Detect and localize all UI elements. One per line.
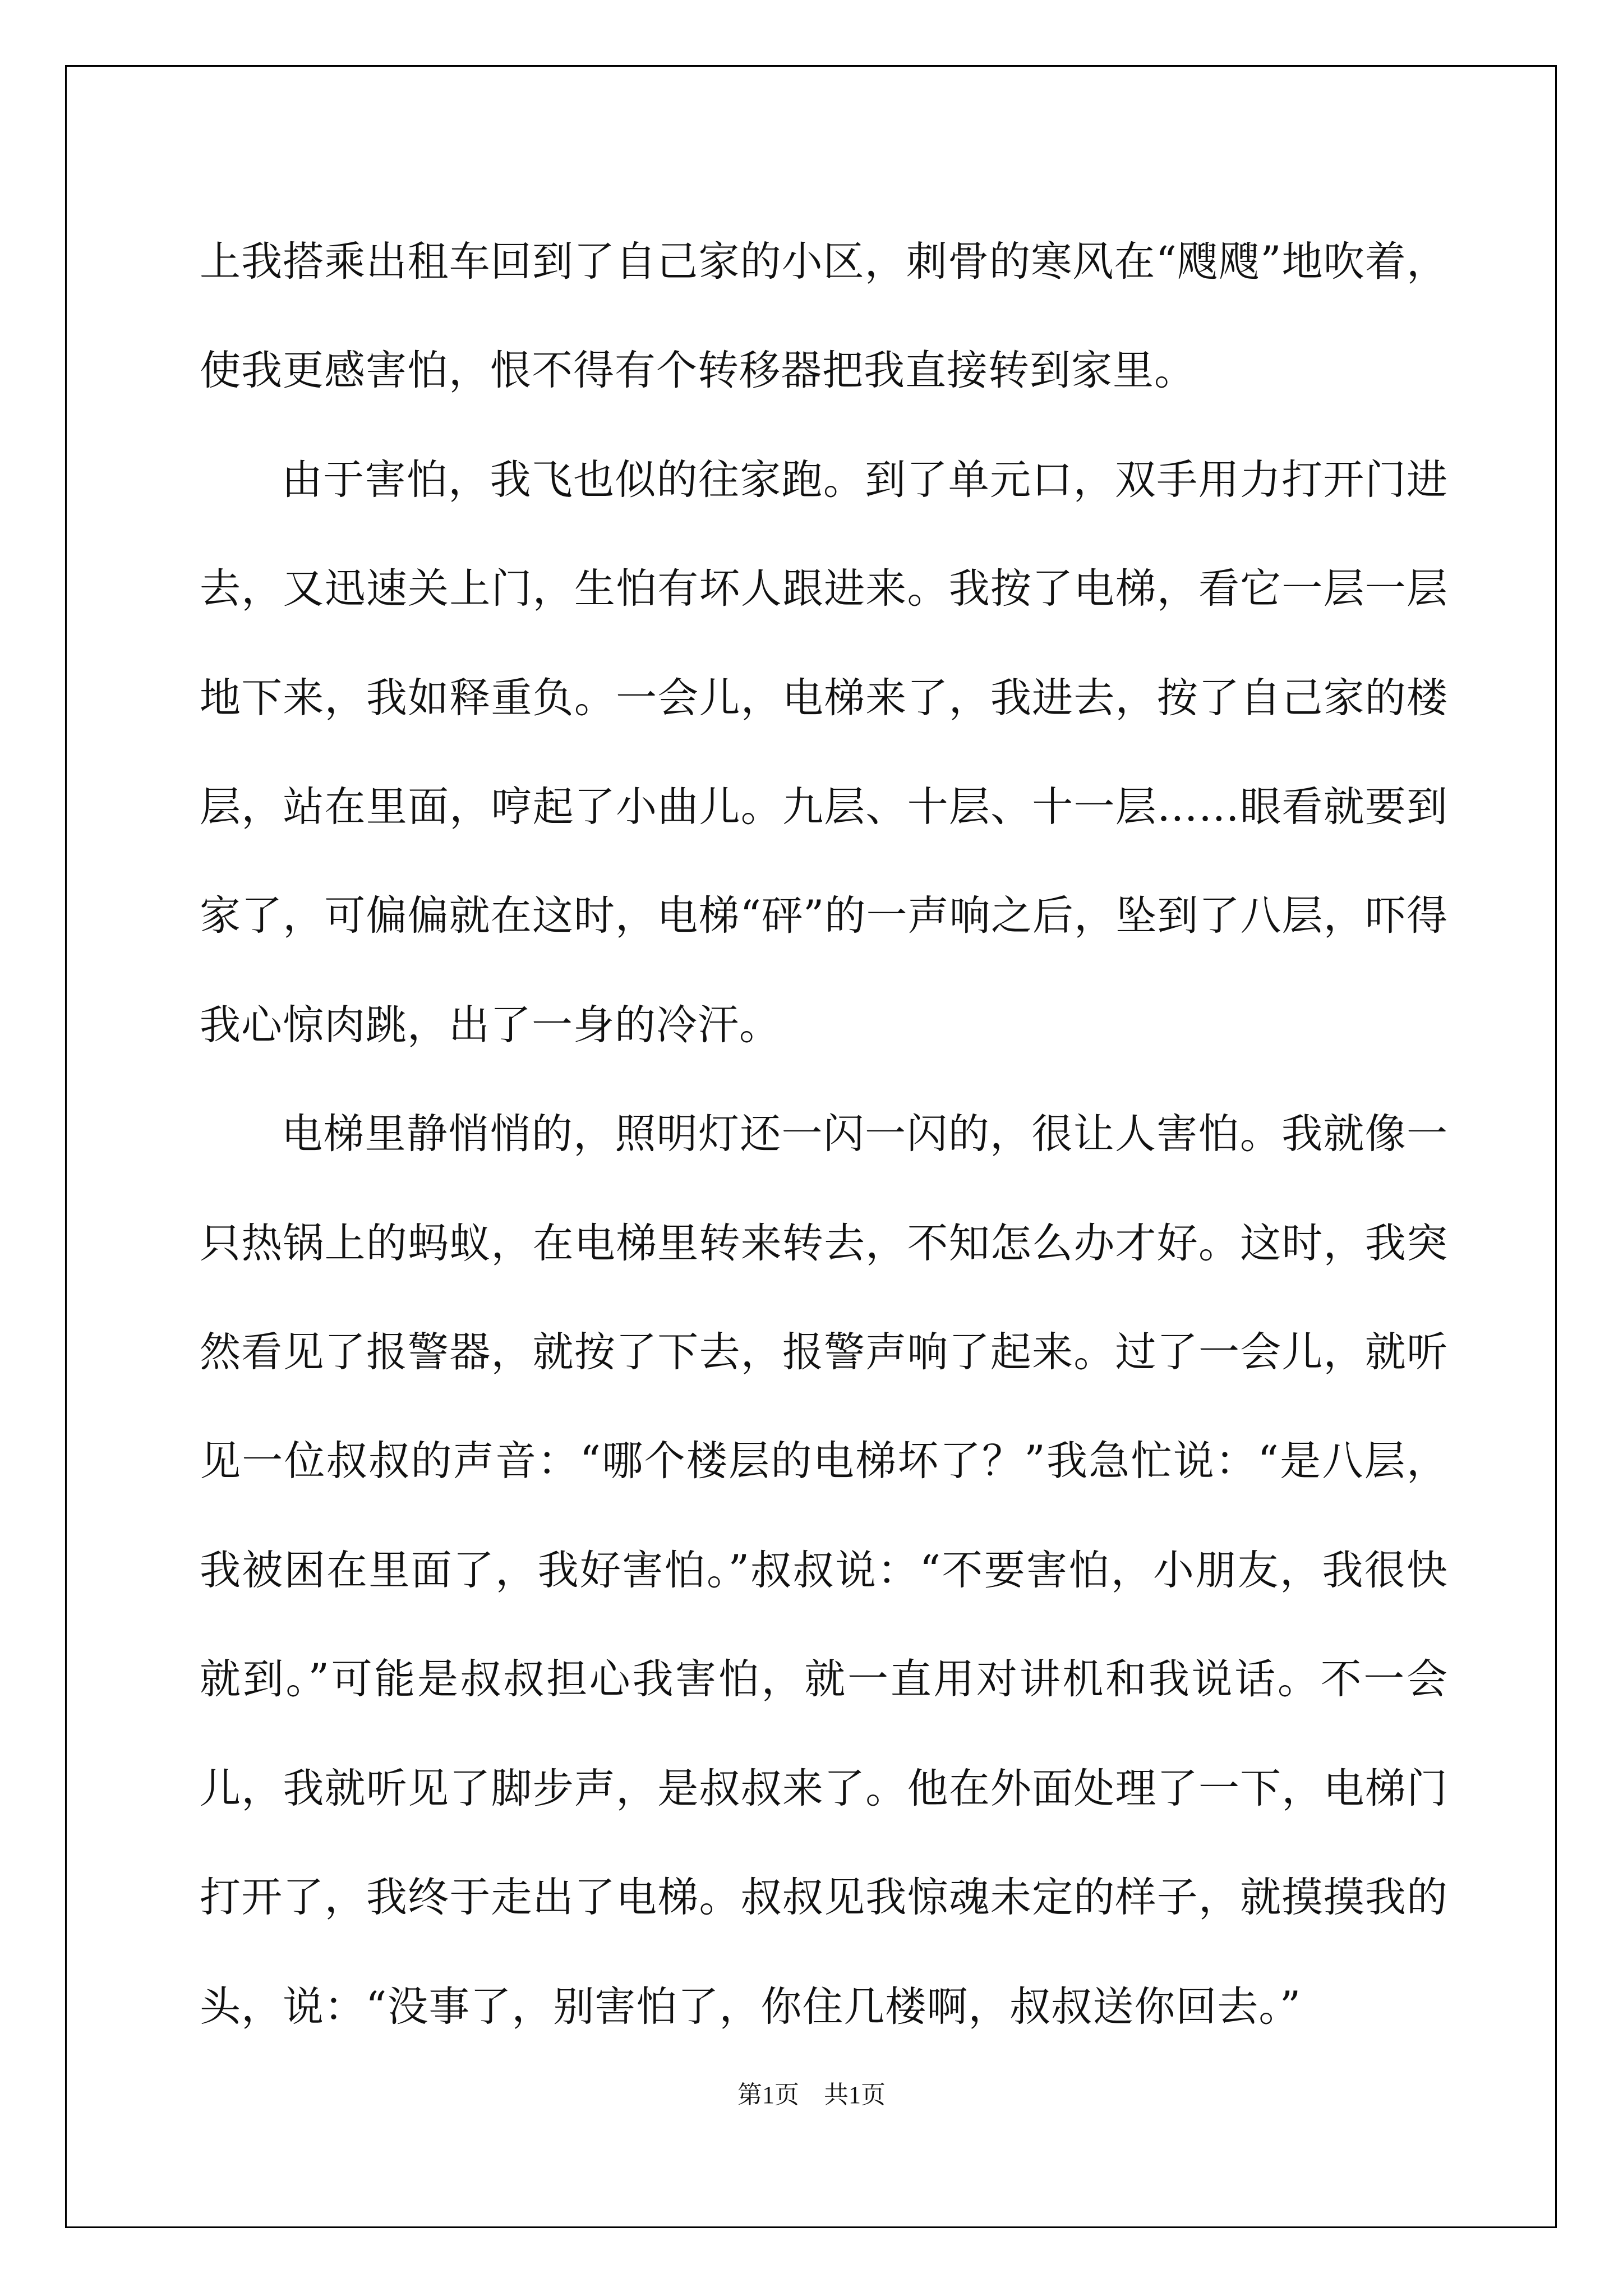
document-body: [200, 208, 1448, 2062]
paragraph-3: 电梯里静悄悄的，照明灯还一闪一闪的，很让人害怕。我就像一只热锅上的蚂蚁，在电梯里转来转去，不知怎么办才好。这时，我突然看见了报警器，就按了下去，报警声响了起来。过了一会儿，就听见一位叔叔的声音：“哪个楼层的电梯坏了？”我急忙说：“是八层，我被困在里面了，我好害怕。”叔叔说：“不要害怕，小朋友，我很快就到。”可能是叔叔担心我害怕，就一直用对讲机和我说话。不一会儿，我就听见了脚步声，是叔叔来了。他在外面处理了一下，电梯门打开了，我终于走出了电梯。叔叔见我惊魂未定的样子，就摸摸我的头，说：“没事了，别害怕了，你住几楼啊，叔叔送你回去。”: [200, 1110, 1448, 2031]
paragraph-2: 由于害怕，我飞也似的往家跑。到了单元口，双手用力打开门进去，又迅速关上门，生怕有坏人跟进来。我按了电梯，看它一层一层地下来，我如释重负。一会儿，电梯来了，我进去，按了自己家的楼层，站在里面，哼起了小曲儿。九层、十层、十一层……眼看就要到家了，可偏偏就在这时，电梯“砰”的一声响之后，坠到了八层，吓得我心惊肉跳，出了一身的冷汗。: [200, 455, 1448, 1049]
page-number-footer: 第1页 共1页: [737, 2081, 886, 2109]
paragraph-1: 上我搭乘出租车回到了自己家的小区，刺骨的寒风在“飕飕”地吹着，使我更感害怕，恨不得有个转移器把我直接转到家里。: [200, 238, 1448, 395]
